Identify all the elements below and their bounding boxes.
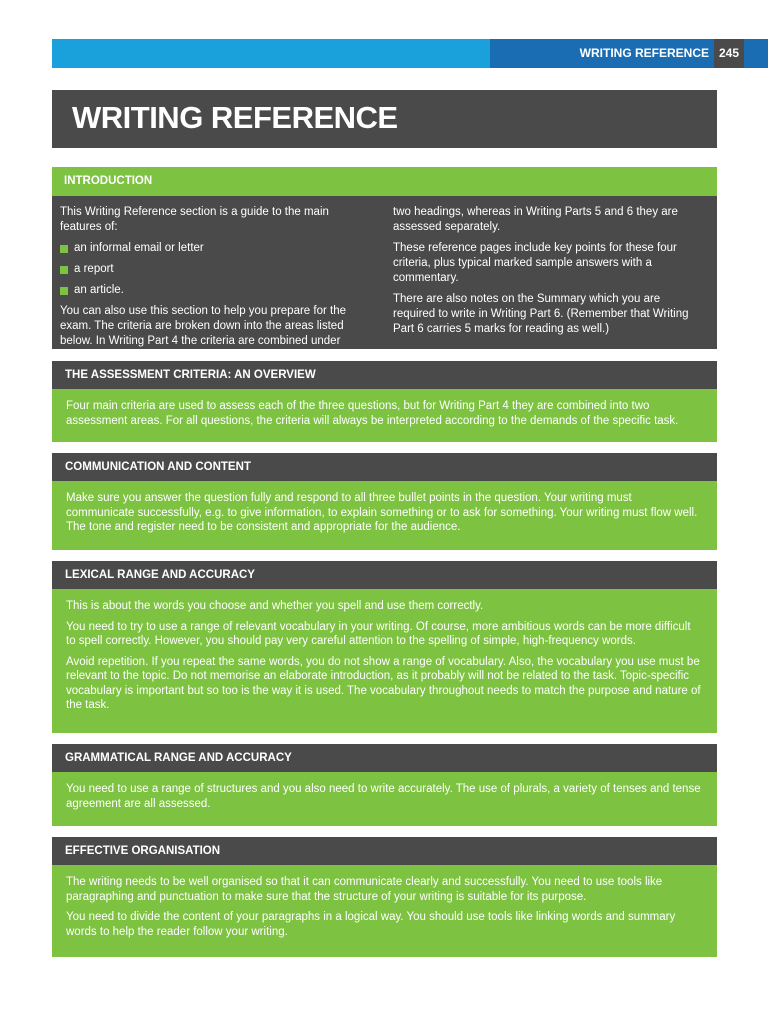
- intro-heading-bar: [52, 167, 717, 196]
- intro-left-p1: This Writing Reference section is a guide to the main features of:: [60, 206, 329, 233]
- communication-p1: Make sure you answer the question fully and respond to all three bullet points in the question. Your writing must communicate successfully, e.g. to give information, to explain something or to ask for something. Your writing must flow well. The tone and register need to be consistent and appropriate for the audience.: [66, 492, 698, 533]
- bullet-item: an informal email or letter: [60, 241, 360, 256]
- communication-body: [52, 481, 717, 550]
- organisation-heading-bar: [52, 837, 717, 865]
- square-bullet-icon: [60, 245, 68, 253]
- lexical-p2: You need to try to use a range of relevant vocabulary in your writing. Of course, more ambitious words can be more difficult to spell correctly. However, you should pay very careful attention to the spelling of simple, high-frequency words.: [66, 620, 691, 647]
- header-label-bar: [490, 39, 768, 68]
- intro-left-p2: You can also use this section to help you prepare for the exam. The criteria are broken down into the areas listed below. In Writing Part 4 the criteria are combined under: [60, 305, 346, 347]
- lexical-heading: LEXICAL RANGE AND ACCURACY: [65, 569, 255, 581]
- overview-body: [52, 389, 717, 442]
- bullet-item: a report: [60, 262, 360, 277]
- intro-right-p2: These reference pages include key points for these four criteria, plus typical marked sample answers with a commentary.: [393, 242, 677, 284]
- grammar-heading-bar: [52, 744, 717, 772]
- organisation-heading: EFFECTIVE ORGANISATION: [65, 845, 221, 857]
- communication-heading: COMMUNICATION AND CONTENT: [65, 461, 251, 473]
- lexical-p3: Avoid repetition. If you repeat the same words, you do not show a range of vocabulary. Also, the vocabulary you use must be relevant to the topic. Do not memorise an elaborate introduction, as it probably will not be related to the task. Topic-specific vocabulary is important but so too is the way it is used. The vocabulary throughout needs to match the purpose and nature of the task.: [66, 655, 701, 711]
- square-bullet-icon: [60, 266, 68, 274]
- title-block: [52, 90, 717, 148]
- grammar-body: [52, 772, 717, 826]
- bullet-item: an article.: [60, 283, 360, 298]
- intro-left-column: [60, 205, 360, 355]
- lexical-heading-bar: [52, 561, 717, 589]
- overview-heading-bar: [52, 361, 717, 389]
- organisation-body: [52, 865, 717, 957]
- grammar-p1: You need to use a range of structures and you also need to write accurately. The use of plurals, a variety of tenses and tense agreement are all assessed.: [66, 783, 701, 810]
- intro-right-p3: There are also notes on the Summary which you are required to write in Writing Part 6. (Remember that Writing Part 6 carries 5 marks for reading as well.): [393, 293, 689, 335]
- intro-right-column: [393, 205, 705, 343]
- overview-p1: Four main criteria are used to assess each of the three questions, but for Writing Part 4 they are combined into two assessment areas. For all questions, the criteria will always be interpreted according to the demands of the specific task.: [66, 400, 679, 427]
- lexical-p1: This is about the words you choose and whether you spell and use them correctly.: [66, 600, 484, 612]
- intro-heading: INTRODUCTION: [64, 175, 153, 187]
- page-title: WRITING REFERENCE: [72, 100, 398, 135]
- header-label: WRITING REFERENCE: [579, 46, 709, 60]
- organisation-p2: You need to divide the content of your paragraphs in a logical way. You should use tools like linking words and summary words to help the reader follow your writing.: [66, 911, 676, 938]
- communication-heading-bar: [52, 453, 717, 481]
- square-bullet-icon: [60, 287, 68, 295]
- overview-heading: THE ASSESSMENT CRITERIA: AN OVERVIEW: [65, 369, 316, 381]
- organisation-p1: The writing needs to be well organised so that it can communicate clearly and successfully. You need to use tools like paragraphing and punctuation to make sure that the structure of your writing is suitable for its purpose.: [66, 876, 663, 903]
- page-number: 245: [714, 39, 744, 68]
- intro-right-p1: two headings, whereas in Writing Parts 5 and 6 they are assessed separately.: [393, 206, 678, 233]
- intro-body: [52, 196, 717, 349]
- lexical-body: [52, 589, 717, 733]
- grammar-heading: GRAMMATICAL RANGE AND ACCURACY: [65, 752, 292, 764]
